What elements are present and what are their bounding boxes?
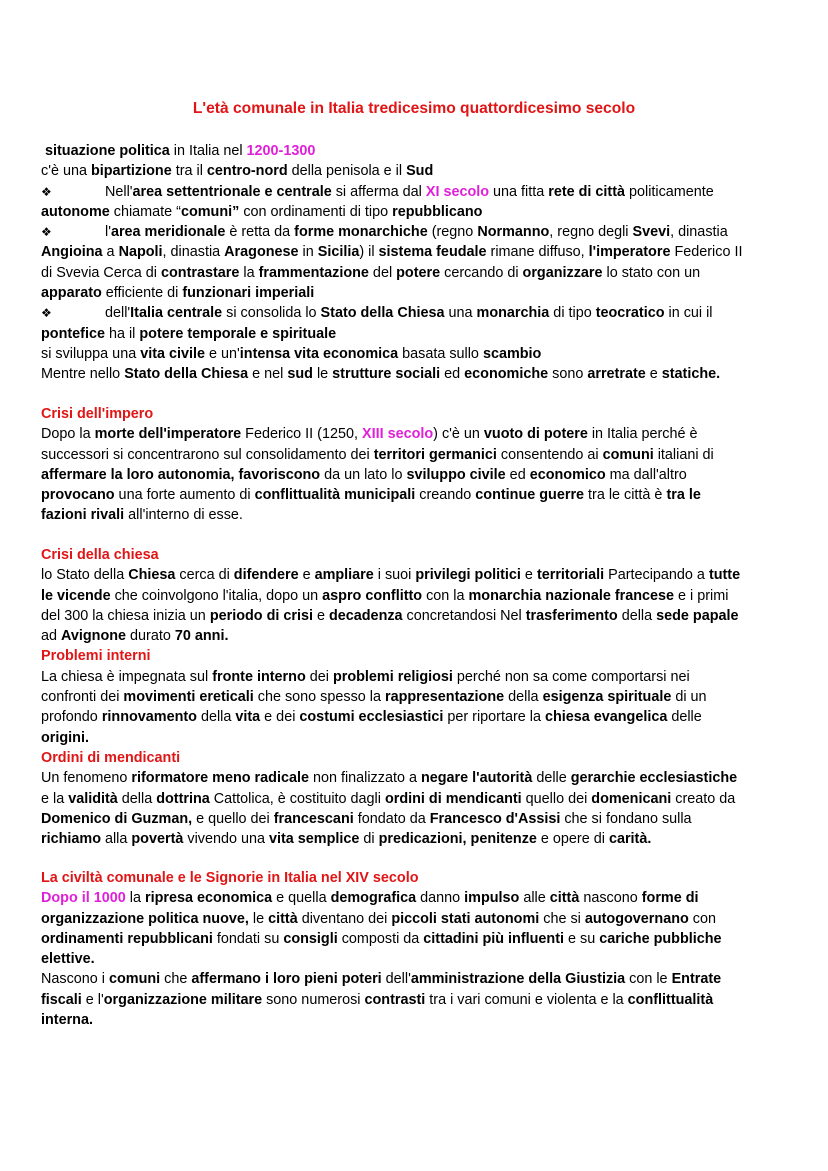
intro-section — [41, 141, 801, 385]
bullet-item-cont: di Svevia Cerca di contrastare la frammentazione del potere cercando di organizzare lo stato con un — [41, 264, 701, 281]
bullet-item-cont: pontefice ha il potere temporale e spirituale — [41, 325, 337, 342]
paragraph-line: lo Stato della Chiesa cerca di difendere e ampliare i suoi privilegi politici e territoriali Partecipando a tutte — [41, 567, 741, 584]
paragraph-line: La chiesa è impegnata sul fronte interno dei problemi religiosi perché non sa come comportarsi nei — [41, 668, 690, 685]
paragraph-line: confronti dei movimenti ereticali che sono spesso la rappresentazione della esigenza spirituale di un — [41, 689, 707, 706]
section-civilta-comunale — [41, 868, 801, 1030]
paragraph-line: provocano una forte aumento di conflittualità municipali creando continue guerre tra le città è tra le — [41, 487, 701, 504]
bullet-item: ❖ l'area meridionale è retta da forme monarchiche (regno Normanno, regno degli Svevi, dinastia — [41, 222, 801, 242]
intro-line-1: situazione politica in Italia nel 1200-1300 — [45, 143, 316, 159]
paragraph-line: elettive. — [41, 951, 95, 968]
section-heading: Crisi della chiesa — [41, 547, 159, 563]
paragraph-line: organizzazione politica nuove, le città diventano dei piccoli stati autonomi che si autogovernano con — [41, 910, 716, 927]
section-heading: Problemi interni — [41, 648, 151, 665]
paragraph-line: successori si concentrarono sul consolidamento dei territori germanici consentendo ai comuni italiani di — [41, 446, 714, 463]
diamond-bullet-icon: ❖ — [41, 225, 52, 240]
paragraph-line: del 300 la chiesa inizia un periodo di crisi e decadenza concretandosi Nel trasferimento della sede papale — [41, 607, 739, 624]
paragraph-line: richiamo alla povertà vivendo una vita semplice di predicazioni, penitenze e opere di carità. — [41, 831, 652, 848]
intro-line: si sviluppa una vita civile e un'intensa vita economica basata sullo scambio — [41, 345, 542, 362]
paragraph-line: interna. — [41, 1012, 93, 1029]
section-heading: Ordini di mendicanti — [41, 749, 181, 766]
section-crisi-impero — [41, 404, 801, 526]
section-heading: La civiltà comunale e le Signorie in Italia nel XIV secolo — [41, 870, 419, 886]
paragraph-line: Domenico di Guzman, e quello dei francescani fondato da Francesco d'Assisi che si fondano sulla — [41, 810, 692, 827]
intro-line-2: c'è una bipartizione tra il centro-nord della penisola e il Sud — [41, 163, 434, 180]
diamond-bullet-icon: ❖ — [41, 306, 52, 321]
bullet-item-cont: autonome chiamate “comuni” con ordinamenti di tipo repubblicano — [41, 203, 483, 220]
paragraph-line: origini. — [41, 729, 89, 746]
bullet-item-cont: Angioina a Napoli, dinastia Aragonese in Sicilia) il sistema feudale rimane diffuso, l'imperatore Federico II — [41, 244, 743, 261]
intro-line: Mentre nello Stato della Chiesa e nel sud le strutture sociali ed economiche sono arretrate e statiche. — [41, 366, 721, 383]
paragraph-line: affermare la loro autonomia, favoriscono da un lato lo sviluppo civile ed economico ma dall'altro — [41, 466, 687, 483]
paragraph-line: Un fenomeno riformatore meno radicale non finalizzato a negare l'autorità delle gerarchie ecclesiastiche — [41, 770, 738, 787]
paragraph-line: ad Avignone durato 70 anni. — [41, 628, 229, 645]
document-title: L'età comunale in Italia tredicesimo quattordicesimo secolo — [192, 100, 636, 117]
paragraph-line: fiscali e l'organizzazione militare sono numerosi contrasti tra i vari comuni e violenta e la conflittualità — [41, 991, 714, 1008]
paragraph-line: le vicende che coinvolgono l'italia, dopo un aspro conflitto con la monarchia nazionale francese e i primi — [41, 587, 729, 604]
bullet-item-cont: apparato efficiente di funzionari imperiali — [41, 285, 315, 302]
paragraph-line: Nascono i comuni che affermano i loro pieni poteri dell'amministrazione della Giustizia con le Entrate — [41, 971, 722, 988]
bullet-item: ❖ Nell'area settentrionale e centrale si afferma dal XI secolo una fitta rete di città politicamente — [41, 182, 801, 202]
paragraph-line: Dopo la morte dell'imperatore Federico II (1250, XIII secolo) c'è un vuoto di potere in Italia perché è — [41, 426, 698, 443]
diamond-bullet-icon: ❖ — [41, 184, 52, 199]
paragraph-line: Dopo il 1000 la ripresa economica e quella demografica danno impulso alle città nascono forme di — [41, 890, 699, 907]
paragraph-line: ordinamenti repubblicani fondati su consigli composti da cittadini più influenti e su cariche pubbliche — [41, 930, 722, 947]
paragraph-line: fazioni rivali all'interno di esse. — [41, 507, 243, 524]
section-crisi-chiesa — [41, 545, 801, 849]
bullet-item: ❖ dell'Italia centrale si consolida lo Stato della Chiesa una monarchia di tipo teocratico in cui il — [41, 303, 801, 323]
paragraph-line: profondo rinnovamento della vita e dei costumi ecclesiastici per riportare la chiesa evangelica delle — [41, 709, 702, 726]
section-heading: Crisi dell'impero — [41, 406, 154, 422]
paragraph-line: e la validità della dottrina Cattolica, è costituito dagli ordini di mendicanti quello dei domenicani creato da — [41, 790, 736, 807]
